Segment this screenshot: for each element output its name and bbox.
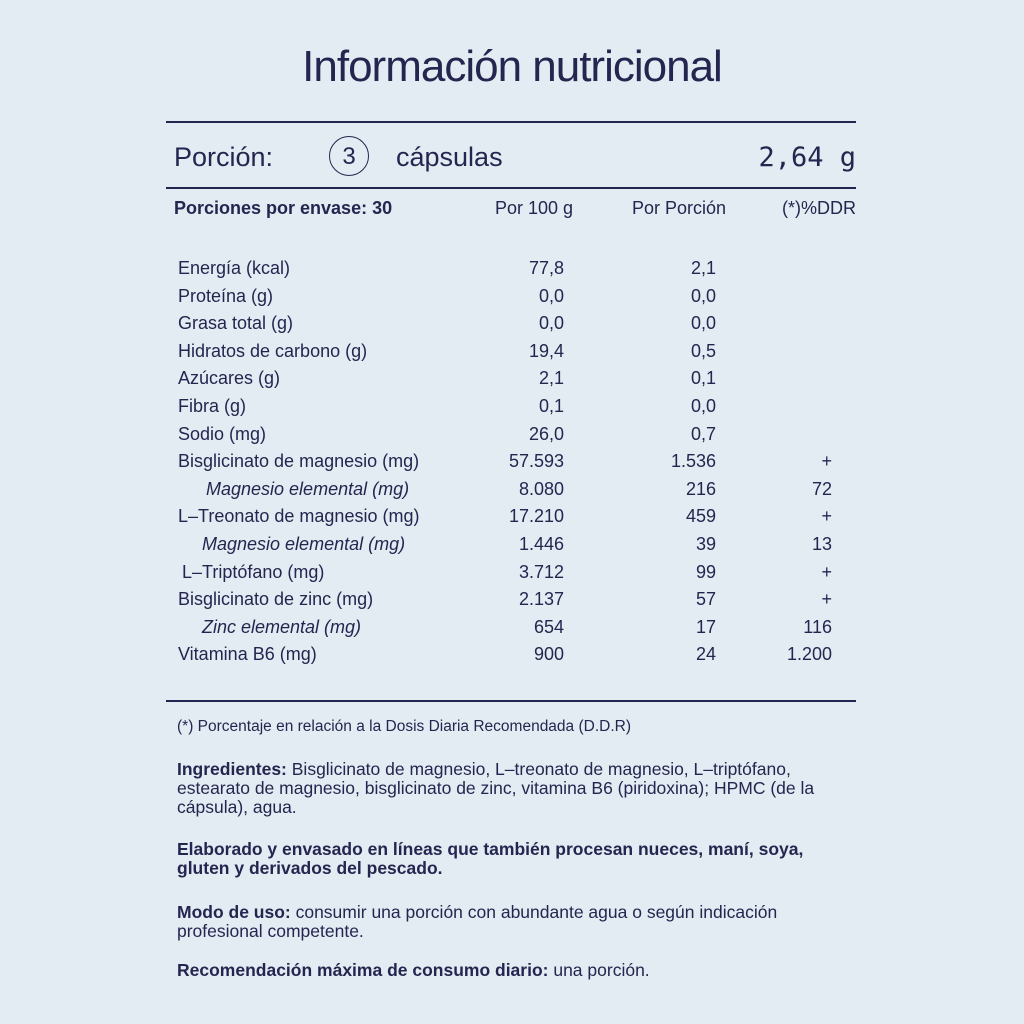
ddr-footnote: (*) Porcentaje en relación a la Dosis Diaria Recomendada (D.D.R) bbox=[177, 718, 631, 735]
ingredients-paragraph bbox=[177, 760, 837, 817]
page-title: Información nutricional bbox=[302, 42, 722, 91]
nutrient-name: Proteína (g) bbox=[178, 285, 274, 306]
table-row bbox=[0, 424, 1024, 452]
value-ddr: 116 bbox=[803, 616, 832, 637]
table-row bbox=[0, 451, 1024, 479]
value-per-portion: 17 bbox=[695, 616, 716, 637]
value-per-100g: 0,0 bbox=[538, 313, 564, 334]
value-per-100g: 0,1 bbox=[538, 395, 564, 416]
value-ddr: + bbox=[821, 506, 832, 527]
table-row bbox=[0, 617, 1024, 645]
usage-text: consumir una porción con abundante agua o según indicación profesional competente. bbox=[177, 902, 778, 941]
table-row bbox=[0, 479, 1024, 507]
nutrient-name: Zinc elemental (mg) bbox=[202, 616, 362, 637]
portion-row bbox=[174, 136, 856, 180]
value-per-portion: 0,1 bbox=[690, 368, 716, 389]
nutrient-name: Azúcares (g) bbox=[178, 368, 281, 389]
portion-weight: 2,64 g bbox=[758, 142, 856, 173]
table-row bbox=[0, 396, 1024, 424]
value-per-portion: 99 bbox=[695, 561, 716, 582]
table-row bbox=[0, 562, 1024, 590]
nutrient-name: L–Treonato de magnesio (mg) bbox=[178, 506, 420, 527]
divider-portion bbox=[166, 187, 856, 189]
table-row bbox=[0, 534, 1024, 562]
table-row bbox=[0, 286, 1024, 314]
recommendation-paragraph bbox=[177, 961, 837, 980]
value-per-100g: 2,1 bbox=[538, 368, 564, 389]
table-row bbox=[0, 313, 1024, 341]
value-per-100g: 2.137 bbox=[518, 589, 564, 610]
value-ddr: + bbox=[821, 451, 832, 472]
table-row bbox=[0, 589, 1024, 617]
nutrient-name: Magnesio elemental (mg) bbox=[202, 533, 406, 554]
value-per-100g: 0,0 bbox=[538, 285, 564, 306]
nutrient-name: Vitamina B6 (mg) bbox=[178, 644, 317, 665]
nutrient-name: Fibra (g) bbox=[178, 395, 247, 416]
nutrient-name: Magnesio elemental (mg) bbox=[206, 478, 410, 499]
column-header-per-portion: Por Porción bbox=[631, 198, 727, 218]
nutrient-name: Sodio (mg) bbox=[178, 423, 267, 444]
value-per-100g: 77,8 bbox=[528, 258, 564, 278]
usage-label: Modo de uso: bbox=[177, 902, 291, 922]
value-per-portion: 216 bbox=[685, 478, 716, 499]
recommendation-text: una porción. bbox=[548, 960, 650, 980]
column-header-ddr: (*)%DDR bbox=[782, 198, 856, 218]
value-per-100g: 26,0 bbox=[528, 423, 564, 444]
value-per-100g: 900 bbox=[533, 644, 564, 665]
value-ddr: 72 bbox=[811, 478, 832, 499]
table-row bbox=[0, 368, 1024, 396]
value-per-portion: 0,0 bbox=[690, 313, 716, 334]
divider-bottom bbox=[166, 700, 856, 702]
value-per-100g: 8.080 bbox=[518, 478, 564, 499]
value-per-portion: 0,0 bbox=[690, 395, 716, 416]
column-header-per-100g: Por 100 g bbox=[494, 198, 574, 218]
value-per-100g: 19,4 bbox=[528, 340, 564, 361]
value-per-100g: 1.446 bbox=[518, 533, 564, 554]
nutrient-name: Bisglicinato de magnesio (mg) bbox=[178, 451, 420, 472]
nutrient-table bbox=[0, 258, 1024, 672]
divider-top bbox=[166, 121, 856, 123]
value-per-100g: 654 bbox=[533, 616, 564, 637]
value-per-portion: 0,0 bbox=[690, 285, 716, 306]
value-per-portion: 1.536 bbox=[670, 451, 716, 472]
table-row bbox=[0, 258, 1024, 286]
value-per-portion: 57 bbox=[695, 589, 716, 610]
ingredients-text: Bisglicinato de magnesio, L–treonato de magnesio, L–triptófano, estearato de magnesio, bisglicinato de zinc, vitamina B6 (piridoxina); HPMC (de la cápsula), agua. bbox=[177, 759, 815, 817]
value-per-portion: 24 bbox=[695, 644, 716, 665]
value-ddr: 13 bbox=[811, 533, 832, 554]
table-header bbox=[174, 198, 856, 222]
value-per-portion: 0,7 bbox=[690, 423, 716, 444]
value-ddr: 1.200 bbox=[786, 644, 832, 665]
allergen-warning: Elaborado y envasado en líneas que también procesan nueces, maní, soya, gluten y derivados del pescado. bbox=[177, 839, 804, 878]
ingredients-label: Ingredientes: bbox=[177, 759, 287, 779]
value-per-100g: 17.210 bbox=[508, 506, 564, 527]
nutrient-name: Energía (kcal) bbox=[178, 258, 291, 278]
value-ddr: + bbox=[821, 589, 832, 610]
nutrient-name: Bisglicinato de zinc (mg) bbox=[178, 589, 374, 610]
table-row bbox=[0, 644, 1024, 672]
table-row bbox=[0, 506, 1024, 534]
value-per-portion: 2,1 bbox=[690, 258, 716, 278]
servings-per-package: Porciones por envase: 30 bbox=[174, 198, 393, 218]
nutrient-name: Grasa total (g) bbox=[178, 313, 294, 334]
portion-label: Porción: bbox=[174, 142, 274, 172]
recommendation-label: Recomendación máxima de consumo diario: bbox=[177, 960, 549, 980]
nutrient-name: Hidratos de carbono (g) bbox=[178, 340, 368, 361]
table-row bbox=[0, 341, 1024, 369]
nutrient-name: L–Triptófano (mg) bbox=[182, 561, 325, 582]
portion-count-badge: 3 bbox=[329, 136, 369, 176]
value-per-portion: 0,5 bbox=[690, 340, 716, 361]
value-per-portion: 459 bbox=[685, 506, 716, 527]
value-per-portion: 39 bbox=[695, 533, 716, 554]
value-per-100g: 57.593 bbox=[508, 451, 564, 472]
portion-unit: cápsulas bbox=[396, 142, 503, 172]
usage-paragraph bbox=[177, 903, 837, 941]
value-ddr: + bbox=[821, 561, 832, 582]
value-per-100g: 3.712 bbox=[518, 561, 564, 582]
